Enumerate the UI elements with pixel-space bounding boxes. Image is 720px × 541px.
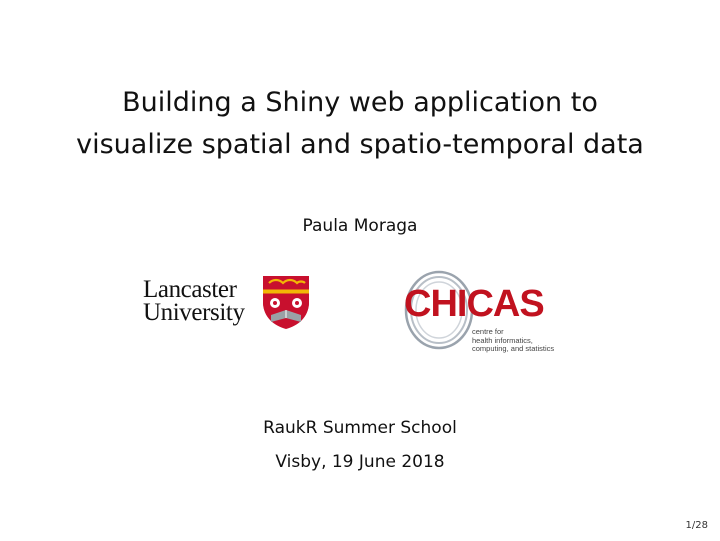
author-name: Paula Moraga [302,216,418,236]
chicas-tagline [472,328,562,354]
lancaster-university-logo [143,274,313,344]
lancaster-logo-line2: University [143,299,245,326]
place-date: Visby, 19 June 2018 [275,452,445,472]
chicas-tagline-line: computing, and statistics [472,344,555,353]
lancaster-shield-icon [261,274,311,330]
chicas-tagline-line: centre for [472,327,504,336]
title-line-1: Building a Shiny web application to [122,87,598,118]
title-line-2: visualize spatial and spatio-temporal data [76,129,644,160]
event-name: RaukR Summer School [263,418,457,438]
chicas-tagline-line: health informatics, [472,335,533,345]
chicas-wordmark: CHICAS [404,283,544,325]
lancaster-logo-text [143,278,245,324]
page-number: 1/28 [685,520,708,531]
chicas-logo [404,270,555,360]
logos-row [0,262,720,362]
lancaster-logo-line1: Lancaster [143,276,237,303]
slide-title [0,82,720,166]
